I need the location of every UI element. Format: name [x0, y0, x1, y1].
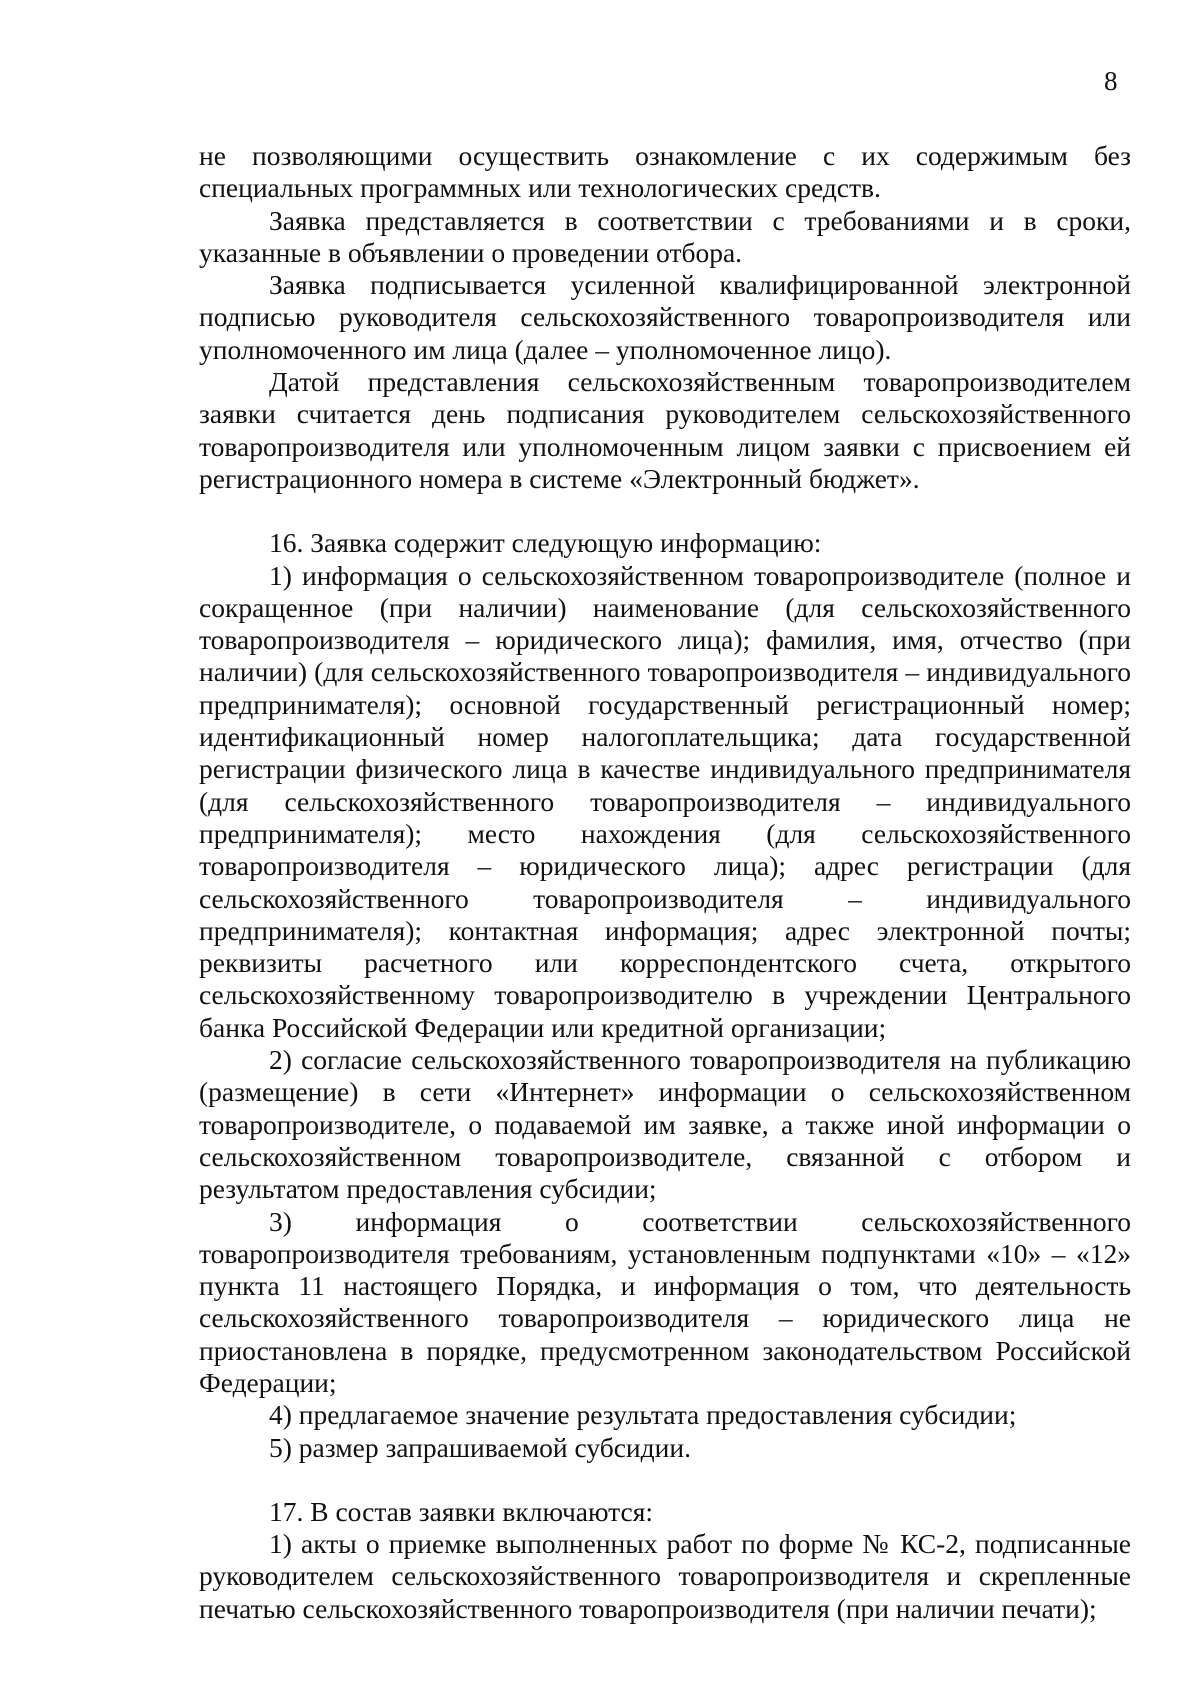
- section-16-item-4: 4) предлагаемое значение результата предоставления субсидии;: [269, 1399, 1017, 1431]
- section-17-heading: 17. В состав заявки включаются:: [269, 1495, 654, 1527]
- paragraph-continuation: не позволяющими осуществить ознакомление с их содержимым без специальных программных или технологических средств.: [199, 140, 1131, 204]
- section-17-item-1: 1) акты о приемке выполненных работ по форме № КС-2, подписанные руководителем сельскохозяйственного товаропроизводителя и скрепленные печатью сельскохозяйственного товаропроизводителя (при наличии печати);: [199, 1528, 1131, 1624]
- section-16-item-3: 3) информация о соответствии сельскохозяйственного товаропроизводителя требованиям, установленным подпунктами «10» – «12» пункта 11 настоящего Порядка, и информация о том, что деятельность сельскохозяйственного товаропроизводителя – юридического лица не приостановлена в порядке, предусмотренном законодательством Российской Федерации;: [199, 1205, 1131, 1398]
- paragraph-submission-date: Датой представления сельскохозяйственным товаропроизводителем заявки считается день подписания руководителем сельскохозяйственного товаропроизводителя или уполномоченным лицом заявки с присвоением ей регистрационного номера в системе «Электронный бюджет».: [199, 366, 1131, 494]
- section-16-item-2: 2) согласие сельскохозяйственного товаропроизводителя на публикацию (размещение) в сети «Интернет» информации о сельскохозяйственном товаропроизводителе, о подаваемой им заявке, а также иной информации о сельскохозяйственном товаропроизводителе, связанной с отбором и результатом предоставления субсидии;: [199, 1044, 1131, 1205]
- paragraph-signature: Заявка подписывается усиленной квалифицированной электронной подписью руководителя сельскохозяйственного товаропроизводителя или уполномоченного им лица (далее – уполномоченное лицо).: [199, 269, 1131, 365]
- page-number: 8: [1104, 66, 1118, 96]
- section-16-heading: 16. Заявка содержит следующую информацию:: [269, 527, 822, 559]
- document-body: [199, 140, 1131, 1625]
- paragraph-submission-terms: Заявка представляется в соответствии с требованиями и в сроки, указанные в объявлении о проведении отбора.: [199, 204, 1131, 268]
- section-spacer: [199, 1464, 1131, 1496]
- section-16-item-1: 1) информация о сельскохозяйственном товаропроизводителе (полное и сокращенное (при наличии) наименование (для сельскохозяйственного товаропроизводителя – юридического лица); фамилия, имя, отчество (при наличии) (для сельскохозяйственного товаропроизводителя – индивидуального предпринимателя); основной государственный регистрационный номер; идентификационный номер налогоплательщика; дата государственной регистрации физического лица в качестве индивидуального предпринимателя (для сельскохозяйственного товаропроизводителя – индивидуального предпринимателя); место нахождения (для сельскохозяйственного товаропроизводителя – юридического лица); адрес регистрации (для сельскохозяйственного товаропроизводителя – индивидуального предпринимателя); контактная информация; адрес электронной почты; реквизиты расчетного или корреспондентского счета, открытого сельскохозяйственному товаропроизводителю в учреждении Центрального банка Российской Федерации или кредитной организации;: [199, 559, 1131, 1043]
- section-16-item-5: 5) размер запрашиваемой субсидии.: [269, 1431, 691, 1463]
- section-spacer: [199, 495, 1131, 527]
